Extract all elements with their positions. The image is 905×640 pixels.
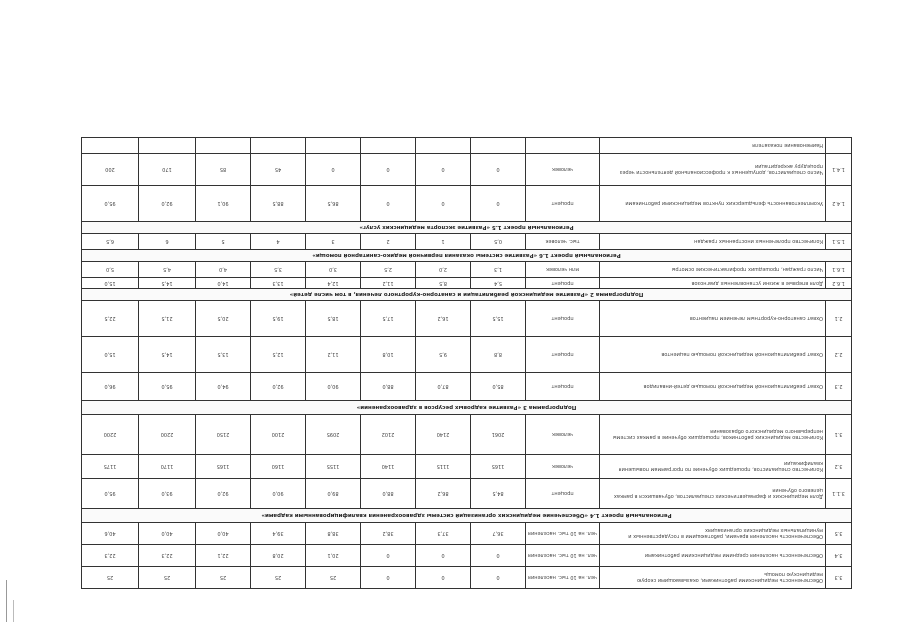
value: 86,5	[306, 186, 361, 222]
value: 17,5	[361, 301, 416, 337]
unit: процент	[526, 479, 600, 509]
unit: процент	[526, 186, 600, 222]
value: 39,4	[251, 523, 306, 545]
value: 25	[139, 567, 196, 589]
value: 87,0	[416, 373, 471, 401]
value: 0	[471, 154, 526, 186]
unit: процент	[526, 337, 600, 373]
value: 95,0	[139, 373, 196, 401]
value: 13,3	[251, 278, 306, 289]
value: 38,8	[306, 523, 361, 545]
value: 0	[416, 545, 471, 567]
indicator-name: Наименование показателя	[600, 138, 826, 154]
binding-mark	[6, 580, 7, 622]
unit: процент	[526, 373, 600, 401]
value: 2200	[82, 415, 139, 455]
value: 1165	[196, 455, 251, 479]
table-row	[82, 523, 852, 545]
value: 14,0	[196, 278, 251, 289]
value: 2,5	[361, 262, 416, 278]
binding-mark	[13, 600, 14, 622]
value: 1165	[471, 455, 526, 479]
row-number: 3.2	[826, 455, 852, 479]
indicator-name: Обеспеченность медицинскими работниками, оказывающими скорую медицинскую помощь	[600, 567, 826, 589]
value: 85	[196, 154, 251, 186]
row-number: 1.4.1	[826, 154, 852, 186]
value: 22,3	[139, 545, 196, 567]
value: 200	[82, 154, 139, 186]
value: 45	[251, 154, 306, 186]
table-row	[82, 415, 852, 455]
value: 21,5	[139, 301, 196, 337]
value: 5,4	[471, 278, 526, 289]
row-number: 1.4.2	[826, 186, 852, 222]
unit: человек	[526, 154, 600, 186]
indicator-name: Укомплектованность фельдшерских пунктов медицинскими работниками	[600, 186, 826, 222]
value: 5	[196, 234, 251, 250]
indicator-name: Доля медицинских и фармацевтических специалистов, обучавшихся в рамках целевого обучения	[600, 479, 826, 509]
row-number: 3.5	[826, 523, 852, 545]
value: 8,5	[416, 278, 471, 289]
value: 92,0	[196, 479, 251, 509]
table-row	[82, 278, 852, 289]
value: 0	[361, 186, 416, 222]
value: 1	[416, 234, 471, 250]
value: 14,5	[139, 278, 196, 289]
value: 12,5	[251, 337, 306, 373]
value: 22,1	[196, 545, 251, 567]
row-number: 3.4	[826, 545, 852, 567]
value: 25	[82, 567, 139, 589]
value: 0	[416, 186, 471, 222]
value: 2,0	[416, 262, 471, 278]
value: 20,5	[196, 301, 251, 337]
indicator-name: Обеспеченность населения средними медицинскими работниками	[600, 545, 826, 567]
value: 1115	[416, 455, 471, 479]
indicator-name: Количество пролеченных иностранных граждан	[600, 234, 826, 250]
value: 1155	[306, 455, 361, 479]
value: 25	[306, 567, 361, 589]
value: 95,0	[82, 186, 139, 222]
value: 12,4	[306, 278, 361, 289]
value: 0	[306, 154, 361, 186]
value: 9,5	[416, 337, 471, 373]
value: 92,0	[139, 186, 196, 222]
value: 88,5	[251, 186, 306, 222]
value: 40,0	[139, 523, 196, 545]
value: 0	[471, 545, 526, 567]
indicator-name: Число специалистов, допущенных к профессиональной деятельности через процедуру аккредитации	[600, 154, 826, 186]
indicator-name: Количество медицинских работников, прошедших обучение в рамках системы непрерывного медицинского образования	[600, 415, 826, 455]
value: 85,0	[471, 373, 526, 401]
value: 2150	[196, 415, 251, 455]
value: 37,3	[416, 523, 471, 545]
value: 36,7	[471, 523, 526, 545]
unit: человек	[526, 415, 600, 455]
value: 90,0	[251, 479, 306, 509]
unit: чел. на 10 тыс. населения	[526, 545, 600, 567]
indicator-name: Обеспеченность населения врачами, работающими в государственных и муниципальных медицинских организациях	[600, 523, 826, 545]
value: 89,0	[306, 479, 361, 509]
value: 10,8	[361, 337, 416, 373]
value: 1170	[139, 455, 196, 479]
section-header: Подпрограмма 2 «Развитие медицинской реабилитации и санаторно-курортного лечения, в том числе детей»	[82, 289, 852, 301]
value: 13,5	[196, 337, 251, 373]
table-row	[82, 337, 852, 373]
value: 2200	[139, 415, 196, 455]
value: 6,5	[82, 234, 139, 250]
value: 16,2	[416, 301, 471, 337]
indicator-name: Охват санаторно-курортным лечением пациентов	[600, 301, 826, 337]
table-row	[82, 567, 852, 589]
row-number	[826, 138, 852, 154]
value: 0	[416, 154, 471, 186]
value: 18,5	[306, 301, 361, 337]
value: 90,1	[196, 186, 251, 222]
row-number: 2.3	[826, 373, 852, 401]
value: 96,0	[82, 373, 139, 401]
value: 4,0	[196, 262, 251, 278]
row-number: 2.2	[826, 337, 852, 373]
value: 2	[361, 234, 416, 250]
section-header: Региональный проект 1.4 «Обеспечение медицинских организаций системы здравоохранения квалифицированными кадрами»	[82, 509, 852, 523]
value: 88,0	[361, 479, 416, 509]
row-number: 3.1	[826, 415, 852, 455]
value: 1,3	[471, 262, 526, 278]
unit: млн человек	[526, 262, 600, 278]
value: 25	[196, 567, 251, 589]
value: 5,0	[82, 262, 139, 278]
value: 2100	[251, 415, 306, 455]
table-row	[82, 455, 852, 479]
row-number: 3.3	[826, 567, 852, 589]
indicator-name: Охват реабилитационной медицинской помощью детей-инвалидов	[600, 373, 826, 401]
value: 19,5	[251, 301, 306, 337]
value: 20,8	[251, 545, 306, 567]
value: 15,5	[471, 301, 526, 337]
value: 40,6	[82, 523, 139, 545]
table-row	[82, 545, 852, 567]
value: 3,0	[306, 262, 361, 278]
value: 92,0	[251, 373, 306, 401]
value: 2140	[416, 415, 471, 455]
value: 0	[361, 154, 416, 186]
value: 0,5	[471, 234, 526, 250]
table-row	[82, 373, 852, 401]
indicator-name: Доля впервые в жизни установленных диагнозов	[600, 278, 826, 289]
value: 3,5	[251, 262, 306, 278]
indicator-table-sheet	[82, 84, 852, 589]
value: 6	[139, 234, 196, 250]
unit: человек	[526, 455, 600, 479]
value: 2061	[471, 415, 526, 455]
section-header: Региональный проект 1.5 «Развитие экспорта медицинских услуг»	[82, 222, 852, 234]
section-header: Региональный проект 1.6 «Развитие системы оказания первичной медико-санитарной помощи»	[82, 250, 852, 262]
table-row	[82, 301, 852, 337]
value: 84,5	[471, 479, 526, 509]
row-number: 2.1	[826, 301, 852, 337]
indicator-name: Охват реабилитационной медицинской помощью пациентов	[600, 337, 826, 373]
row-number: 1.5.1	[826, 234, 852, 250]
table-row	[82, 234, 852, 250]
value: 11,2	[361, 278, 416, 289]
value: 22,5	[82, 301, 139, 337]
unit: чел. на 10 тыс. населения	[526, 567, 600, 589]
table-row	[82, 479, 852, 509]
value: 1175	[82, 455, 139, 479]
value: 0	[471, 567, 526, 589]
value: 0	[471, 186, 526, 222]
indicator-name: Число граждан, прошедших профилактические осмотры	[600, 262, 826, 278]
table-row	[82, 262, 852, 278]
value: 15,0	[82, 278, 139, 289]
value: 88,0	[361, 373, 416, 401]
value: 0	[361, 567, 416, 589]
row-number: 1.6.1	[826, 262, 852, 278]
table-row	[82, 186, 852, 222]
value: 90,0	[306, 373, 361, 401]
value: 11,2	[306, 337, 361, 373]
table-row	[82, 154, 852, 186]
unit: чел. на 10 тыс. населения	[526, 523, 600, 545]
value: 94,0	[196, 373, 251, 401]
value: 2102	[361, 415, 416, 455]
value: 0	[361, 545, 416, 567]
value: 20,1	[306, 545, 361, 567]
value: 2095	[306, 415, 361, 455]
value: 1160	[251, 455, 306, 479]
value: 93,0	[139, 479, 196, 509]
unit: процент	[526, 278, 600, 289]
indicator-table	[81, 137, 852, 589]
value: 1140	[361, 455, 416, 479]
value: 4	[251, 234, 306, 250]
value: 8,8	[471, 337, 526, 373]
value: 14,5	[139, 337, 196, 373]
table-row	[82, 138, 852, 154]
unit: тыс. человек	[526, 234, 600, 250]
value: 0	[416, 567, 471, 589]
section-header: Подпрограмма 3 «Развитие кадровых ресурсов в здравоохранении»	[82, 401, 852, 415]
value: 40,0	[196, 523, 251, 545]
row-number: 3.1.1	[826, 479, 852, 509]
unit: процент	[526, 301, 600, 337]
value: 38,2	[361, 523, 416, 545]
value: 95,0	[82, 479, 139, 509]
value: 3	[306, 234, 361, 250]
value: 22,3	[82, 545, 139, 567]
value: 4,5	[139, 262, 196, 278]
row-number: 1.6.2	[826, 278, 852, 289]
value: 15,0	[82, 337, 139, 373]
value: 170	[139, 154, 196, 186]
value: 86,2	[416, 479, 471, 509]
indicator-name: Количество специалистов, прошедших обучение по программам повышения квалификации	[600, 455, 826, 479]
value: 25	[251, 567, 306, 589]
